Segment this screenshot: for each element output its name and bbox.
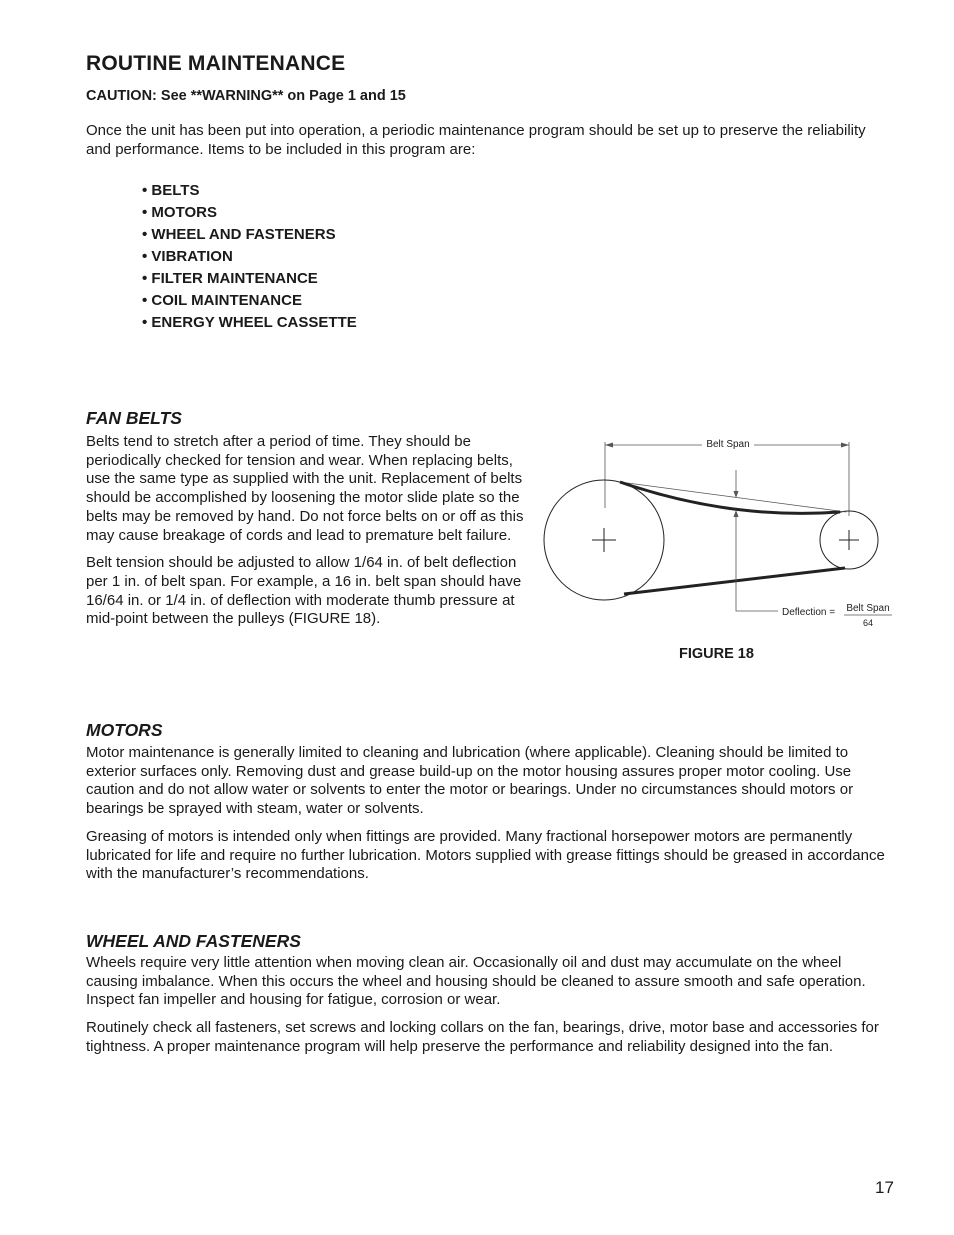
fraction-numerator: Belt Span [846, 603, 890, 614]
fan-belts-body [86, 433, 524, 629]
wheel-fasteners-paragraph-1: Wheels require very little attention when moving clean air. Occasionally oil and dust may accumulate on the wheel causing imbalance. When this occurs the wheel and housing should be cleaned to assure smooth and safe operation. Inspect fan impeller and housing for fatigue, corrosion or wear. [86, 954, 866, 1009]
maintenance-items-list [142, 180, 357, 334]
fraction-denominator: 64 [862, 618, 874, 628]
belt-bottom [624, 568, 845, 594]
motors-paragraph-1: Motor maintenance is generally limited to cleaning and lubrication (where applicable). Cleaning should be limited to exterior surfaces only. Removing dust and grease build-up on the motor housing assures proper motor cooling. Use caution and do not allow water or solvents to enter the motor or bearings. Under no circumstances should motors or bearings be sprayed with steam, water or solvents. [86, 744, 854, 818]
fan-belts-paragraph-1: Belts tend to stretch after a period of time. They should be periodically checked for tension and wear. When replacing belts, use the same type as supplied with the unit. Replacement of belts should be accomplished by loosening the motor slide plate so the belts may be removed by hand. Do not force belts on or off as this may cause breakage of cords and lead to premature belt failure. [86, 433, 524, 544]
motors-body [86, 744, 886, 884]
fan-belts-paragraph-2: Belt tension should be adjusted to allow 1/64 in. of belt deflection per 1 in. of belt span. For example, a 16 in. belt span should have 16/64 in. or 1/4 in. of deflection with moderate thumb pressure at mid-point between the pulleys (FIGURE 18). [86, 554, 522, 628]
intro-paragraph: Once the unit has been put into operation, a periodic maintenance program should be set up to preserve the reliability and performance. Items to be included in this program are: [86, 122, 866, 158]
list-item: • WHEEL AND FASTENERS [142, 224, 357, 246]
page-number: 17 [875, 1178, 894, 1197]
deflection-label: Deflection = [782, 607, 836, 618]
deflection-arrowhead-bottom [734, 510, 739, 517]
fan-belts-heading: FAN BELTS [86, 408, 182, 428]
list-item: • MOTORS [142, 202, 357, 224]
span-arrow-left [605, 443, 613, 448]
motors-paragraph-2: Greasing of motors is intended only when fittings are provided. Many fractional horsepower motors are permanently lubricated for life and require no further lubrication. Motors supplied with grease fittings should be greased in accordance with the manufacturer’s recommendations. [86, 827, 885, 883]
belt-deflection-diagram [540, 432, 900, 642]
wheel-fasteners-paragraph-2: Routinely check all fasteners, set screws and locking collars on the fan, bearings, drive, motor base and accessories for tightness. A proper maintenance program will help preserve the performance and reliability designed into the fan. [86, 1019, 879, 1055]
list-item: • FILTER MAINTENANCE [142, 268, 357, 290]
motors-heading: MOTORS [86, 720, 163, 740]
list-item: • BELTS [142, 180, 357, 202]
caution-note: CAUTION: See **WARNING** on Page 1 and 15 [86, 88, 406, 104]
list-item: • COIL MAINTENANCE [142, 290, 357, 312]
page-title: ROUTINE MAINTENANCE [86, 52, 346, 75]
figure-caption: FIGURE 18 [679, 646, 754, 662]
list-item: • ENERGY WHEEL CASSETTE [142, 312, 357, 334]
deflection-leader [736, 512, 778, 611]
belt-span-label: Belt Span [706, 439, 750, 450]
span-arrow-right [841, 443, 849, 448]
list-item: • VIBRATION [142, 246, 357, 268]
wheel-fasteners-heading: WHEEL AND FASTENERS [86, 931, 301, 951]
wheel-fasteners-body [86, 954, 886, 1057]
